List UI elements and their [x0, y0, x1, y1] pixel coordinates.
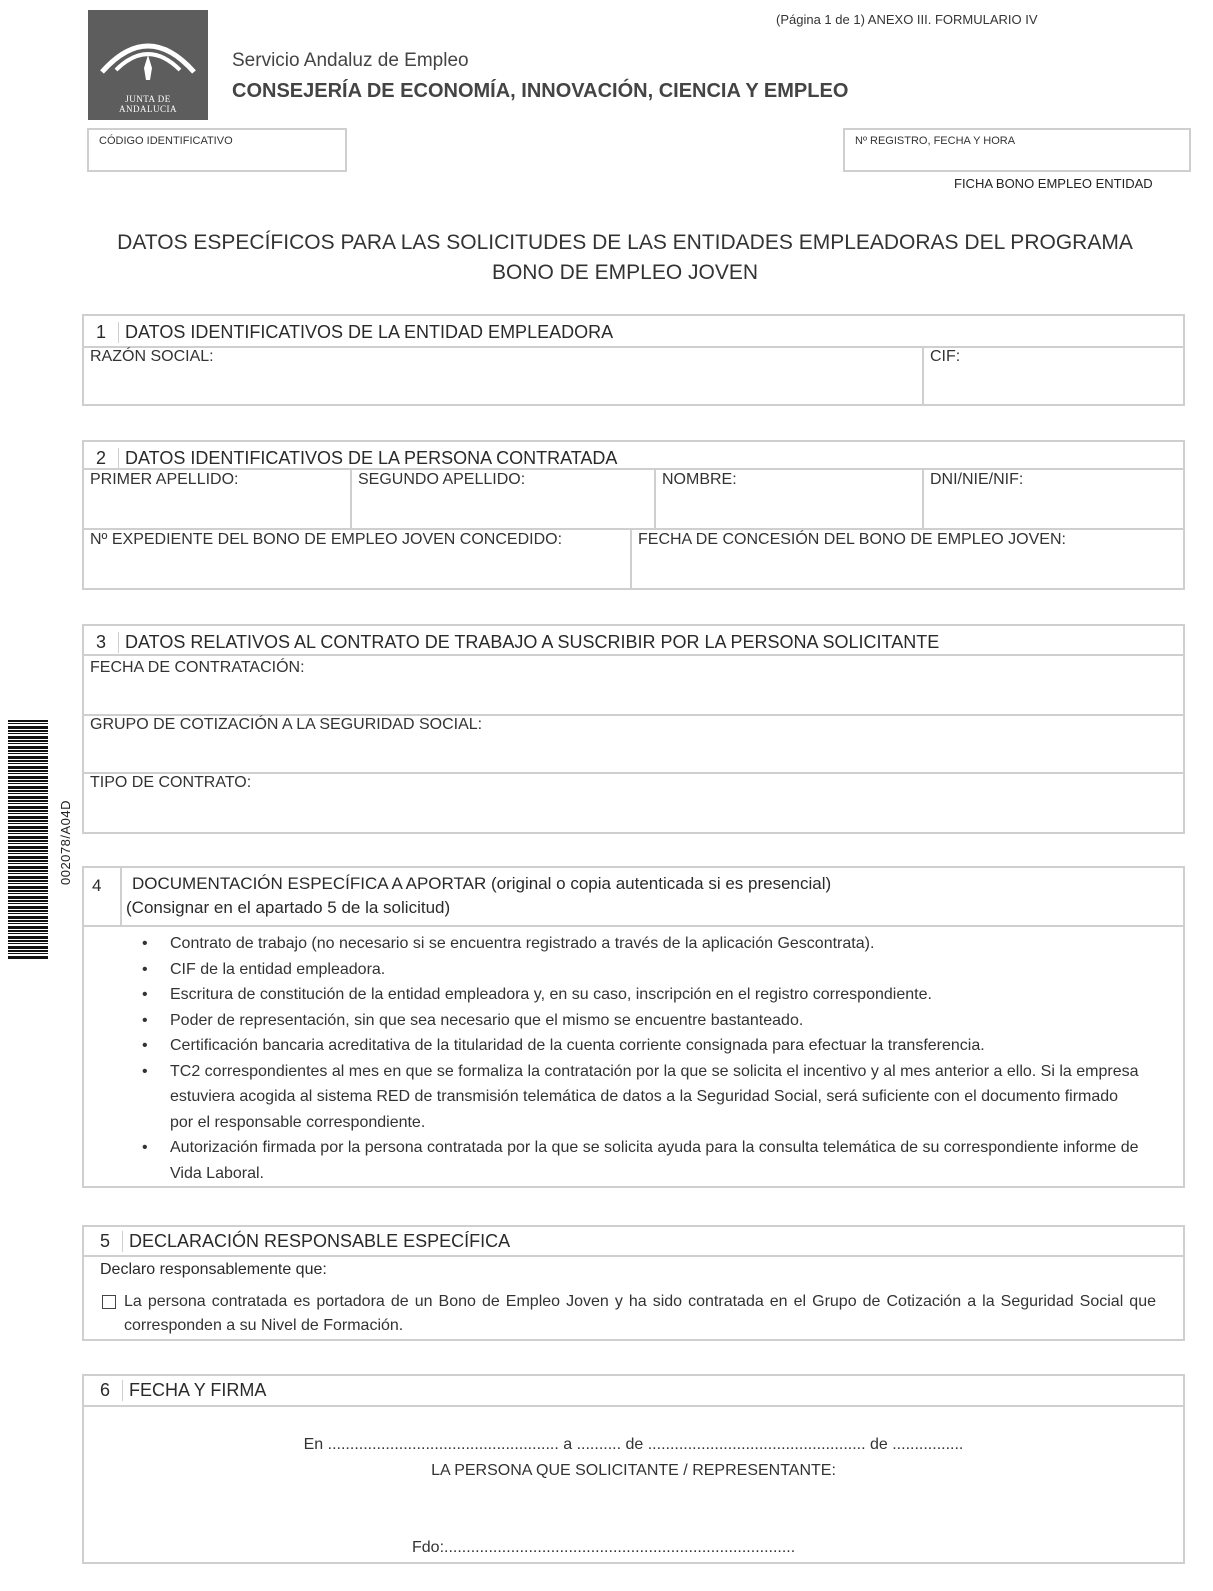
- primer-apellido-label: PRIMER APELLIDO:: [90, 471, 239, 488]
- section-1-number: 1: [92, 322, 119, 343]
- registry-field[interactable]: [843, 128, 1191, 172]
- section-4-title: DOCUMENTACIÓN ESPECÍFICA A APORTAR (original o copia autenticada si es presencial): [132, 874, 832, 893]
- tipo-contrato-label: TIPO DE CONTRATO:: [90, 774, 252, 791]
- title-line-2: BONO DE EMPLEO JOVEN: [491, 261, 759, 284]
- razon-social-label: RAZÓN SOCIAL:: [90, 348, 214, 365]
- declaration-checkbox[interactable]: [102, 1295, 116, 1309]
- list-item: • CIF de la entidad empleadora.: [142, 957, 1142, 983]
- section-5-header: [96, 1231, 510, 1252]
- list-item: • Contrato de trabajo (no necesario si se encuentra registrado a través de la aplicación Gescontrata).: [142, 931, 1142, 957]
- section-2-header: [92, 448, 617, 469]
- ficha-label: FICHA BONO EMPLEO ENTIDAD: [954, 176, 1153, 191]
- page-info: (Página 1 de 1) ANEXO III. FORMULARIO IV: [776, 12, 1038, 27]
- title-line-1: DATOS ESPECÍFICOS PARA LAS SOLICITUDES DE LAS ENTIDADES EMPLEADORAS DEL PROGRAMA: [117, 231, 1133, 254]
- org-name: Servicio Andaluz de Empleo: [232, 50, 469, 71]
- section-6-number: 6: [96, 1380, 123, 1401]
- grupo-cotizacion-label: GRUPO DE COTIZACIÓN A LA SEGURIDAD SOCIAL:: [90, 716, 483, 733]
- barcode: [8, 720, 48, 960]
- section-3-title: DATOS RELATIVOS AL CONTRATO DE TRABAJO A SUSCRIBIR POR LA PERSONA SOLICITANTE: [125, 632, 940, 652]
- section-4: [82, 866, 1185, 1188]
- section-3-header: [92, 632, 939, 653]
- list-item: • Autorización firmada por la persona contratada por la que se solicita ayuda para la consulta telemática de su correspondiente informe de Vida Laboral.: [142, 1135, 1142, 1186]
- section-6-title: FECHA Y FIRMA: [129, 1380, 267, 1400]
- section-5-number: 5: [96, 1231, 123, 1252]
- list-item: • Escritura de constitución de la entidad empleadora y, en su caso, inscripción en el registro correspondiente.: [142, 982, 1142, 1008]
- documents-list: [142, 931, 1142, 1186]
- org-department: CONSEJERÍA DE ECONOMÍA, INNOVACIÓN, CIENCIA Y EMPLEO: [232, 80, 849, 102]
- section-3-number: 3: [92, 632, 119, 653]
- list-item: • Certificación bancaria acreditativa de la titularidad de la cuenta corriente consignada para efectuar la transferencia.: [142, 1033, 1142, 1059]
- section-6: [82, 1374, 1185, 1564]
- section-1-header: [92, 322, 613, 343]
- section-2-title: DATOS IDENTIFICATIVOS DE LA PERSONA CONTRATADA: [125, 448, 618, 468]
- section-4-number: 4: [92, 876, 102, 895]
- code-field[interactable]: [87, 128, 347, 172]
- fecha-contratacion-label: FECHA DE CONTRATACIÓN:: [90, 659, 305, 676]
- expediente-label: Nº EXPEDIENTE DEL BONO DE EMPLEO JOVEN CONCEDIDO:: [90, 531, 563, 548]
- declaro-label: Declaro responsablemente que:: [100, 1261, 327, 1278]
- barcode-number: 002078/A04D: [58, 800, 73, 886]
- signer-label: LA PERSONA QUE SOLICITANTE / REPRESENTANTE:: [431, 1462, 836, 1479]
- section-1-title: DATOS IDENTIFICATIVOS DE LA ENTIDAD EMPLEADORA: [125, 322, 614, 342]
- declaration-text: La persona contratada es portadora de un Bono de Empleo Joven y ha sido contratada en el Grupo de Cotización a la Seguridad Social que corresponden a su Nivel de Formación.: [124, 1293, 1156, 1334]
- cif-label: CIF:: [930, 348, 961, 365]
- section-2-number: 2: [92, 448, 119, 469]
- section-6-header: [96, 1380, 266, 1401]
- junta-logo: [88, 10, 208, 120]
- section-3: [82, 624, 1185, 834]
- section-2: [82, 440, 1185, 590]
- code-label: CÓDIGO IDENTIFICATIVO: [99, 135, 233, 147]
- registry-label: Nº REGISTRO, FECHA Y HORA: [855, 135, 1016, 147]
- section-5-title: DECLARACIÓN RESPONSABLE ESPECÍFICA: [129, 1231, 511, 1251]
- logo-text: JUNTA DE ANDALUCIA: [119, 94, 177, 114]
- nombre-label: NOMBRE:: [662, 471, 737, 488]
- page-title: [60, 228, 1190, 288]
- list-item: • TC2 correspondientes al mes en que se formaliza la contratación por la que se solicita el incentivo y al mes anterior a ello. Si la empresa estuviera acogida al sistema RED de transmisión telemática de datos a la Seguridad Social, será suficiente con el documento firmado por el responsable correspondiente.: [142, 1059, 1142, 1136]
- segundo-apellido-label: SEGUNDO APELLIDO:: [358, 471, 526, 488]
- dni-label: DNI/NIE/NIF:: [930, 471, 1024, 488]
- list-item: • Poder de representación, sin que sea necesario que el mismo se encuentre bastanteado.: [142, 1008, 1142, 1034]
- place-date-line[interactable]: En .................................................... a .......... de ................................................. de ................: [303, 1436, 964, 1453]
- section-5: [82, 1225, 1185, 1341]
- signature-line[interactable]: Fdo:...............................................................................: [412, 1539, 796, 1556]
- section-1: [82, 314, 1185, 406]
- fecha-concesion-label: FECHA DE CONCESIÓN DEL BONO DE EMPLEO JOVEN:: [638, 531, 1066, 548]
- section-4-subtitle: (Consignar en el apartado 5 de la solicitud): [126, 898, 451, 917]
